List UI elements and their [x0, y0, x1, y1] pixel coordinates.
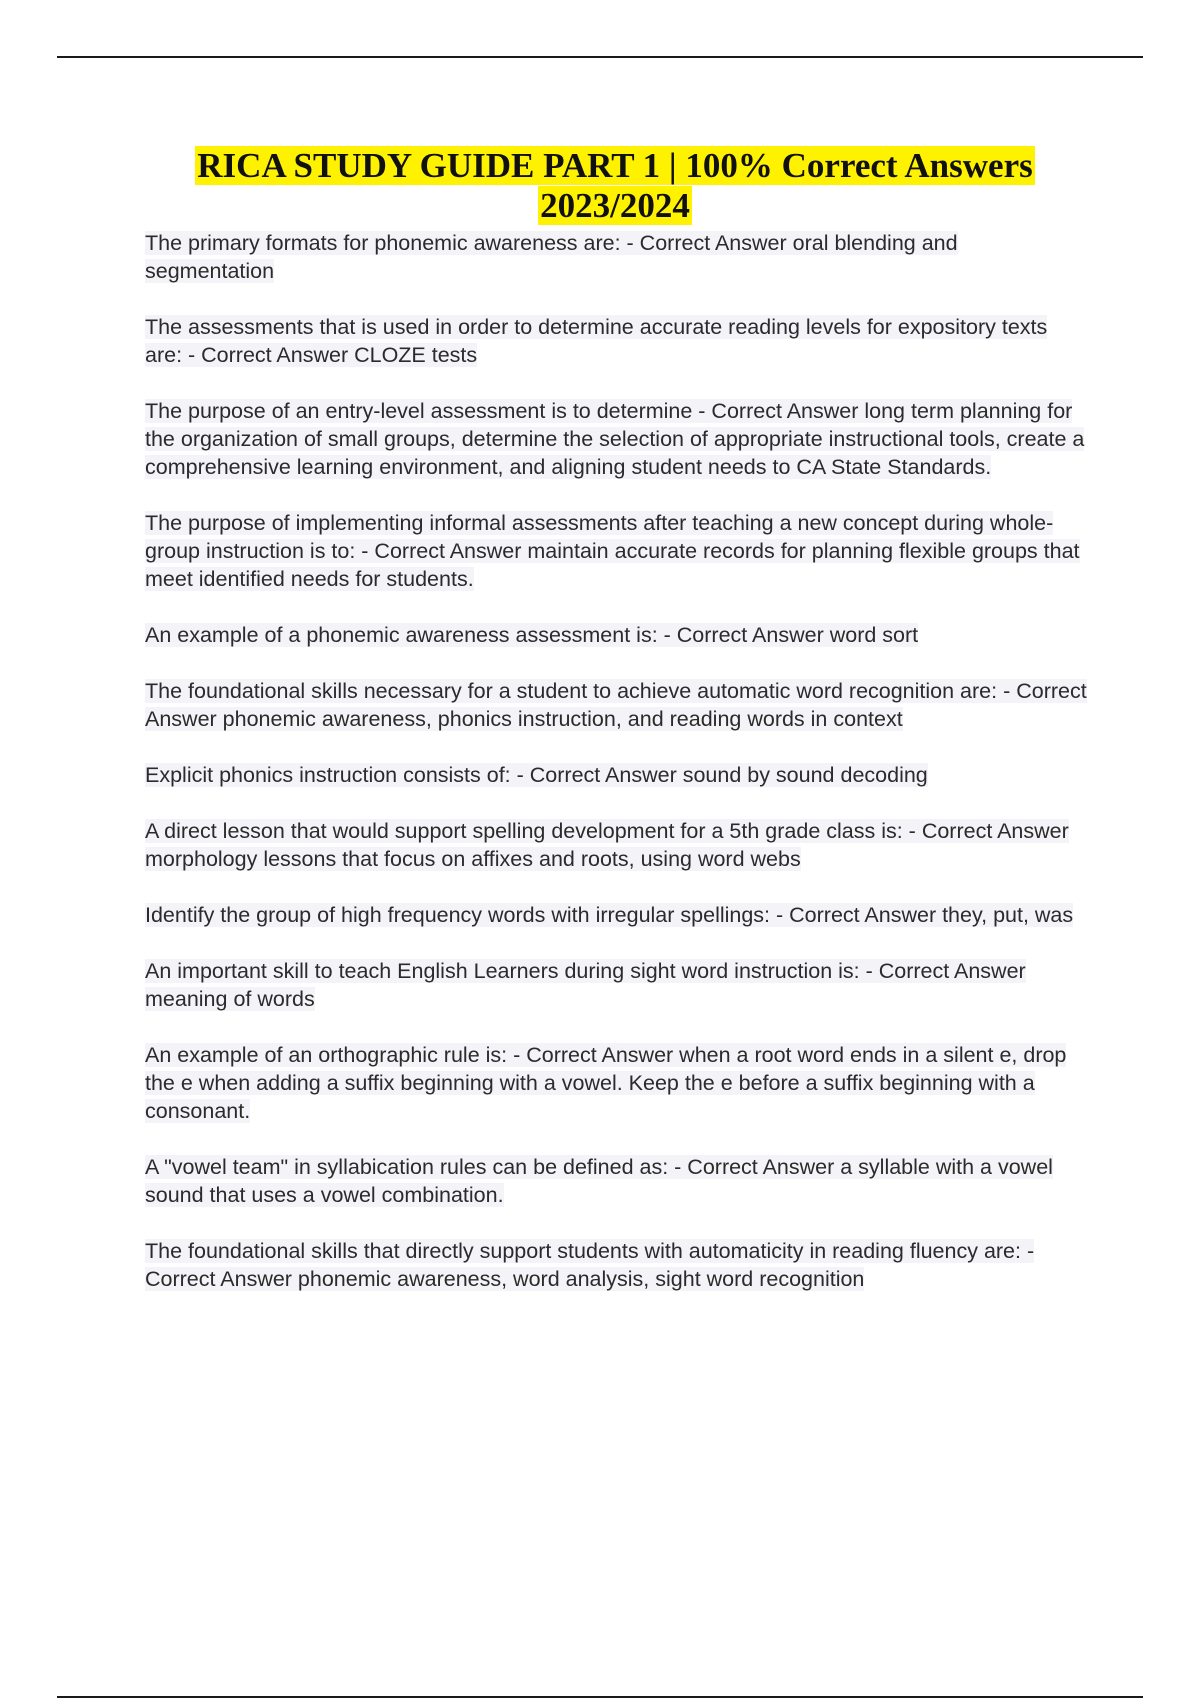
qa-item	[145, 229, 1090, 285]
qa-item	[145, 1041, 1090, 1125]
document-title-text: RICA STUDY GUIDE PART 1 | 100% Correct Answers 2023/2024	[197, 146, 1033, 225]
qa-item-text: The purpose of implementing informal assessments after teaching a new concept during whole-group instruction is to: - Correct Answer maintain accurate records for planning flexible groups that meet identified needs for students.	[145, 511, 1080, 591]
qa-item	[145, 817, 1090, 873]
qa-item-text: An example of a phonemic awareness assessment is: - Correct Answer word sort	[145, 623, 919, 647]
document-title	[120, 146, 1110, 226]
qa-item-text: A "vowel team" in syllabication rules can be defined as: - Correct Answer a syllable with a vowel sound that uses a vowel combination.	[145, 1155, 1053, 1207]
qa-item	[145, 313, 1090, 369]
qa-item-text: The purpose of an entry-level assessment is to determine - Correct Answer long term planning for the organization of small groups, determine the selection of appropriate instructional tools, create a comprehensive learning environment, and aligning student needs to CA State Standards.	[145, 399, 1085, 479]
qa-item	[145, 397, 1090, 481]
qa-item-text: The assessments that is used in order to determine accurate reading levels for expository texts are: - Correct Answer CLOZE tests	[145, 315, 1048, 367]
qa-item-text: Explicit phonics instruction consists of: - Correct Answer sound by sound decoding	[145, 763, 928, 787]
bottom-rule	[57, 1696, 1143, 1698]
qa-item	[145, 901, 1090, 929]
qa-item-text: The foundational skills necessary for a student to achieve automatic word recognition are: - Correct Answer phonemic awareness, phonics instruction, and reading words in context	[145, 679, 1087, 731]
qa-item	[145, 677, 1090, 733]
qa-item-text: A direct lesson that would support spelling development for a 5th grade class is: - Correct Answer morphology lessons that focus on affixes and roots, using word webs	[145, 819, 1069, 871]
qa-item	[145, 1237, 1090, 1293]
qa-item-text: Identify the group of high frequency words with irregular spellings: - Correct Answer they, put, was	[145, 903, 1074, 927]
qa-item	[145, 621, 1090, 649]
qa-item-text: The foundational skills that directly support students with automaticity in reading fluency are: - Correct Answer phonemic awareness, word analysis, sight word recognition	[145, 1239, 1035, 1291]
qa-item-text: An example of an orthographic rule is: - Correct Answer when a root word ends in a silent e, drop the e when adding a suffix beginning with a vowel. Keep the e before a suffix beginning with a consonant.	[145, 1043, 1067, 1123]
qa-item	[145, 761, 1090, 789]
qa-item-text: The primary formats for phonemic awareness are: - Correct Answer oral blending and segmentation	[145, 231, 958, 283]
qa-item	[145, 957, 1090, 1013]
qa-item	[145, 509, 1090, 593]
qa-item	[145, 1153, 1090, 1209]
qa-item-text: An important skill to teach English Learners during sight word instruction is: - Correct Answer meaning of words	[145, 959, 1026, 1011]
top-rule	[57, 56, 1143, 58]
qa-list	[145, 229, 1090, 1321]
